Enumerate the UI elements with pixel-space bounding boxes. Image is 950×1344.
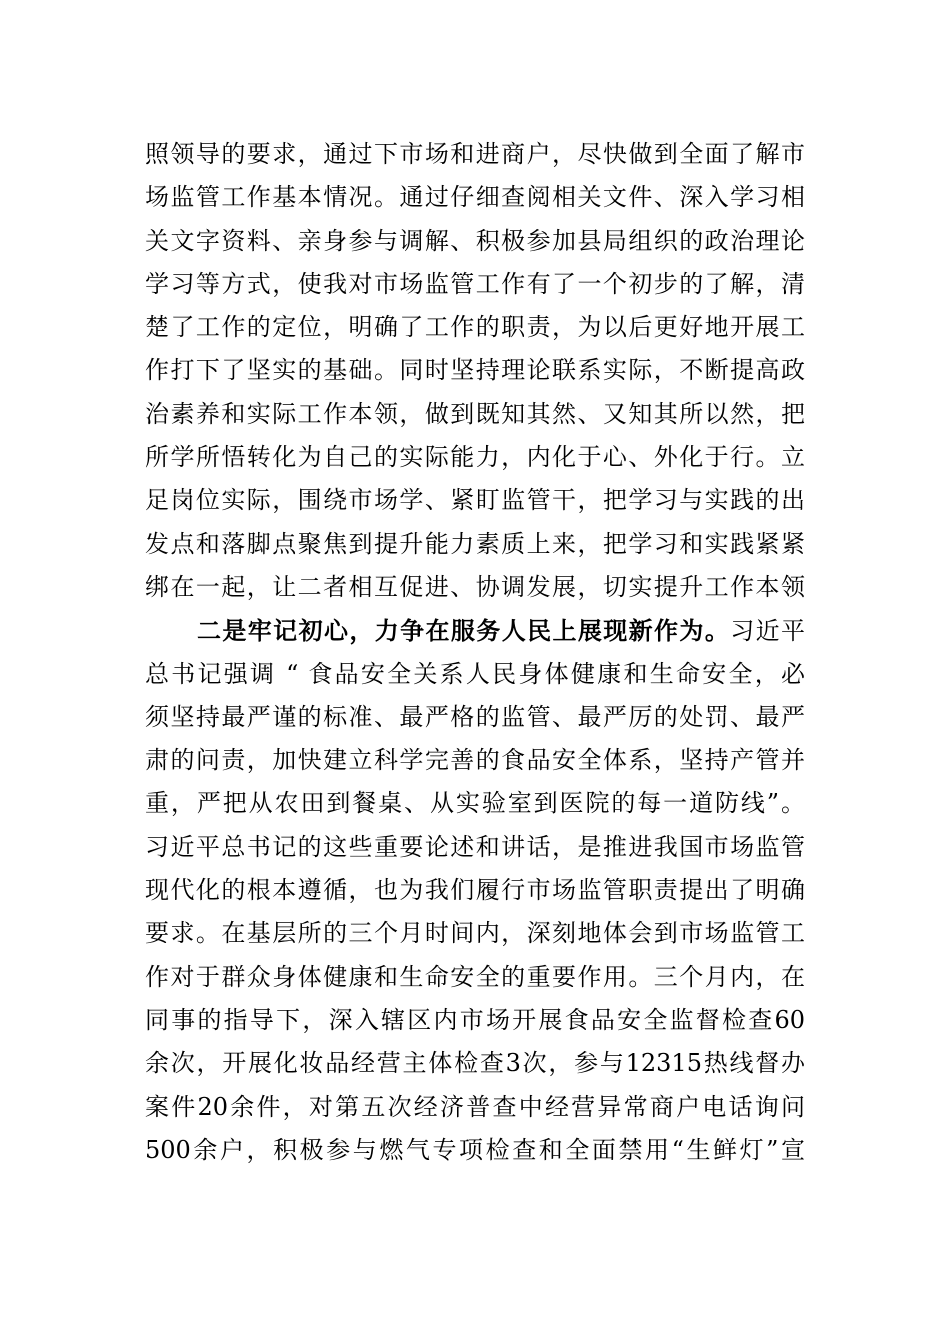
section-heading: 二是牢记初心，力争在服务人民上展现新作为。 <box>197 616 731 646</box>
heading-line-tail: 习近平 <box>730 617 805 646</box>
body-text <box>145 133 805 1172</box>
text-line: 肃的问责，加快建立科学完善的食品安全体系，坚持产管并 <box>145 746 805 775</box>
text-line: 要求。在基层所的三个月时间内，深刻地体会到市场监管工 <box>145 919 805 948</box>
text-line: 所学所悟转化为自己的实际能力，内化于心、外化于行。立 <box>145 443 805 472</box>
text-line: 500余户，积极参与燃气专项检查和全面禁用“生鲜灯”宣 <box>145 1135 805 1164</box>
text-line: 须坚持最严谨的标准、最严格的监管、最严厉的处罚、最严 <box>145 702 805 731</box>
text-line: 照领导的要求，通过下市场和进商户，尽快做到全面了解市 <box>145 140 805 168</box>
text-line: 绑在一起，让二者相互促进、协调发展，切实提升工作本领 <box>145 572 805 601</box>
text-line: 余次，开展化妆品经营主体检查3次，参与12315热线督办 <box>145 1049 805 1078</box>
text-line: 习近平总书记的这些重要论述和讲话，是推进我国市场监管 <box>145 832 805 861</box>
text-line: 关文字资料、亲身参与调解、积极参加县局组织的政治理论 <box>145 226 805 255</box>
text-line: 重，严把从农田到餐桌、从实验室到医院的每一道防线”。 <box>145 789 805 818</box>
text-line: 现代化的根本遵循，也为我们履行市场监管职责提出了明确 <box>145 876 805 905</box>
text-line: 同事的指导下，深入辖区内市场开展食品安全监督检查60 <box>145 1005 805 1034</box>
paragraph-first-line <box>145 609 805 652</box>
text-line: 场监管工作基本情况。通过仔细查阅相关文件、深入学习相 <box>145 183 805 212</box>
text-line: 总书记强调 “ 食品安全关系人民身体健康和生命安全，必 <box>145 659 805 688</box>
text-line: 作打下了坚实的基础。同时坚持理论联系实际，不断提高政 <box>145 356 805 385</box>
text-line: 足岗位实际，围绕市场学、紧盯监管干，把学习与实践的出 <box>145 486 805 515</box>
text-line: 学习等方式，使我对市场监管工作有了一个初步的了解，清 <box>145 269 805 298</box>
text-line: 治素养和实际工作本领，做到既知其然、又知其所以然，把 <box>145 399 805 428</box>
text-line: 楚了工作的定位，明确了工作的职责，为以后更好地开展工 <box>145 313 805 342</box>
text-line: 发点和落脚点聚焦到提升能力素质上来，把学习和实践紧紧 <box>145 529 805 558</box>
text-line: 作对于群众身体健康和生命安全的重要作用。三个月内，在 <box>145 962 805 991</box>
text-line: 案件20余件，对第五次经济普查中经营异常商户电话询问 <box>145 1092 805 1121</box>
